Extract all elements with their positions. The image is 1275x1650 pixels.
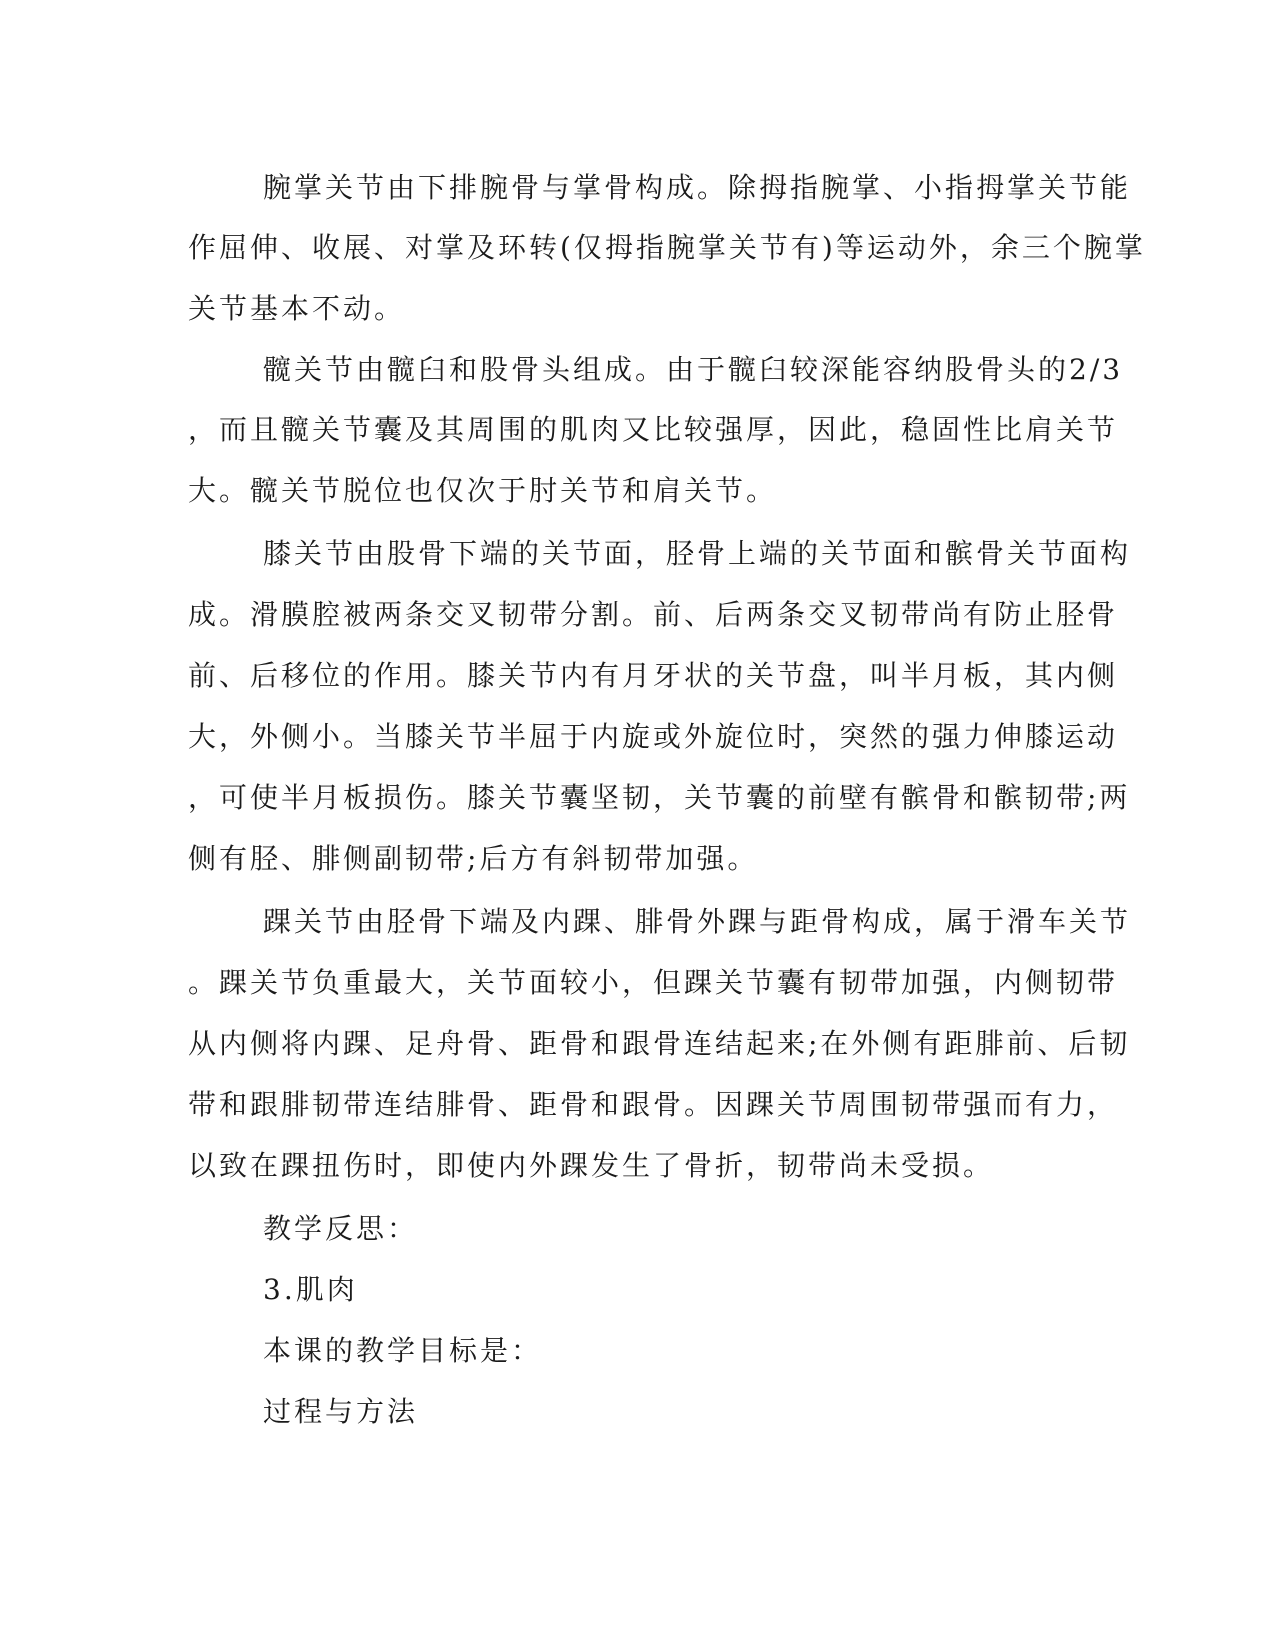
paragraph-hip-line-3: 大。髋关节脱位也仅次于肘关节和肩关节。 [188, 474, 778, 507]
reflection-label: 教学反思： [263, 1212, 419, 1245]
paragraph-knee-line-1: 膝关节由股骨下端的关节面，胫骨上端的关节面和髌骨关节面构 [263, 537, 1132, 570]
paragraph-ankle-line-5: 以致在踝扭伤时，即使内外踝发生了骨折，韧带尚未受损。 [188, 1149, 995, 1182]
paragraph-hip-line-2: ，而且髋关节囊及其周围的肌肉又比较强厚，因此，稳固性比肩关节 [188, 413, 1119, 446]
paragraph-ankle-line-4: 带和跟腓韧带连结腓骨、距骨和跟骨。因踝关节周围韧带强而有力， [188, 1088, 1119, 1121]
paragraph-ankle-line-2: 。踝关节负重最大，关节面较小，但踝关节囊有韧带加强，内侧韧带 [188, 966, 1119, 999]
paragraph-knee-line-5: ，可使半月板损伤。膝关节囊坚韧，关节囊的前壁有髌骨和髌韧带;两 [188, 781, 1131, 814]
paragraph-wrist-line-1: 腕掌关节由下排腕骨与掌骨构成。除拇指腕掌、小指拇掌关节能 [263, 171, 1132, 204]
paragraph-wrist-line-3: 关节基本不动。 [188, 292, 406, 325]
paragraph-wrist-line-2: 作屈伸、收展、对掌及环转(仅拇指腕掌关节有)等运动外，余三个腕掌 [188, 231, 1146, 264]
paragraph-ankle-line-1: 踝关节由胫骨下端及内踝、腓骨外踝与距骨构成，属于滑车关节 [263, 905, 1132, 938]
paragraph-hip-line-1: 髋关节由髋臼和股骨头组成。由于髋臼较深能容纳股骨头的2/3 [263, 353, 1124, 386]
section-heading: 3.肌肉 [263, 1273, 358, 1306]
objectives-label: 本课的教学目标是： [263, 1334, 543, 1367]
paragraph-knee-line-6: 侧有胫、腓侧副韧带;后方有斜韧带加强。 [188, 842, 759, 875]
paragraph-ankle-line-3: 从内侧将内踝、足舟骨、距骨和跟骨连结起来;在外侧有距腓前、后韧 [188, 1027, 1131, 1060]
paragraph-knee-line-4: 大，外侧小。当膝关节半屈于内旋或外旋位时，突然的强力伸膝运动 [188, 720, 1119, 753]
paragraph-knee-line-2: 成。滑膜腔被两条交叉韧带分割。前、后两条交叉韧带尚有防止胫骨 [188, 598, 1119, 631]
process-label: 过程与方法 [263, 1395, 419, 1428]
paragraph-knee-line-3: 前、后移位的作用。膝关节内有月牙状的关节盘，叫半月板，其内侧 [188, 659, 1119, 692]
